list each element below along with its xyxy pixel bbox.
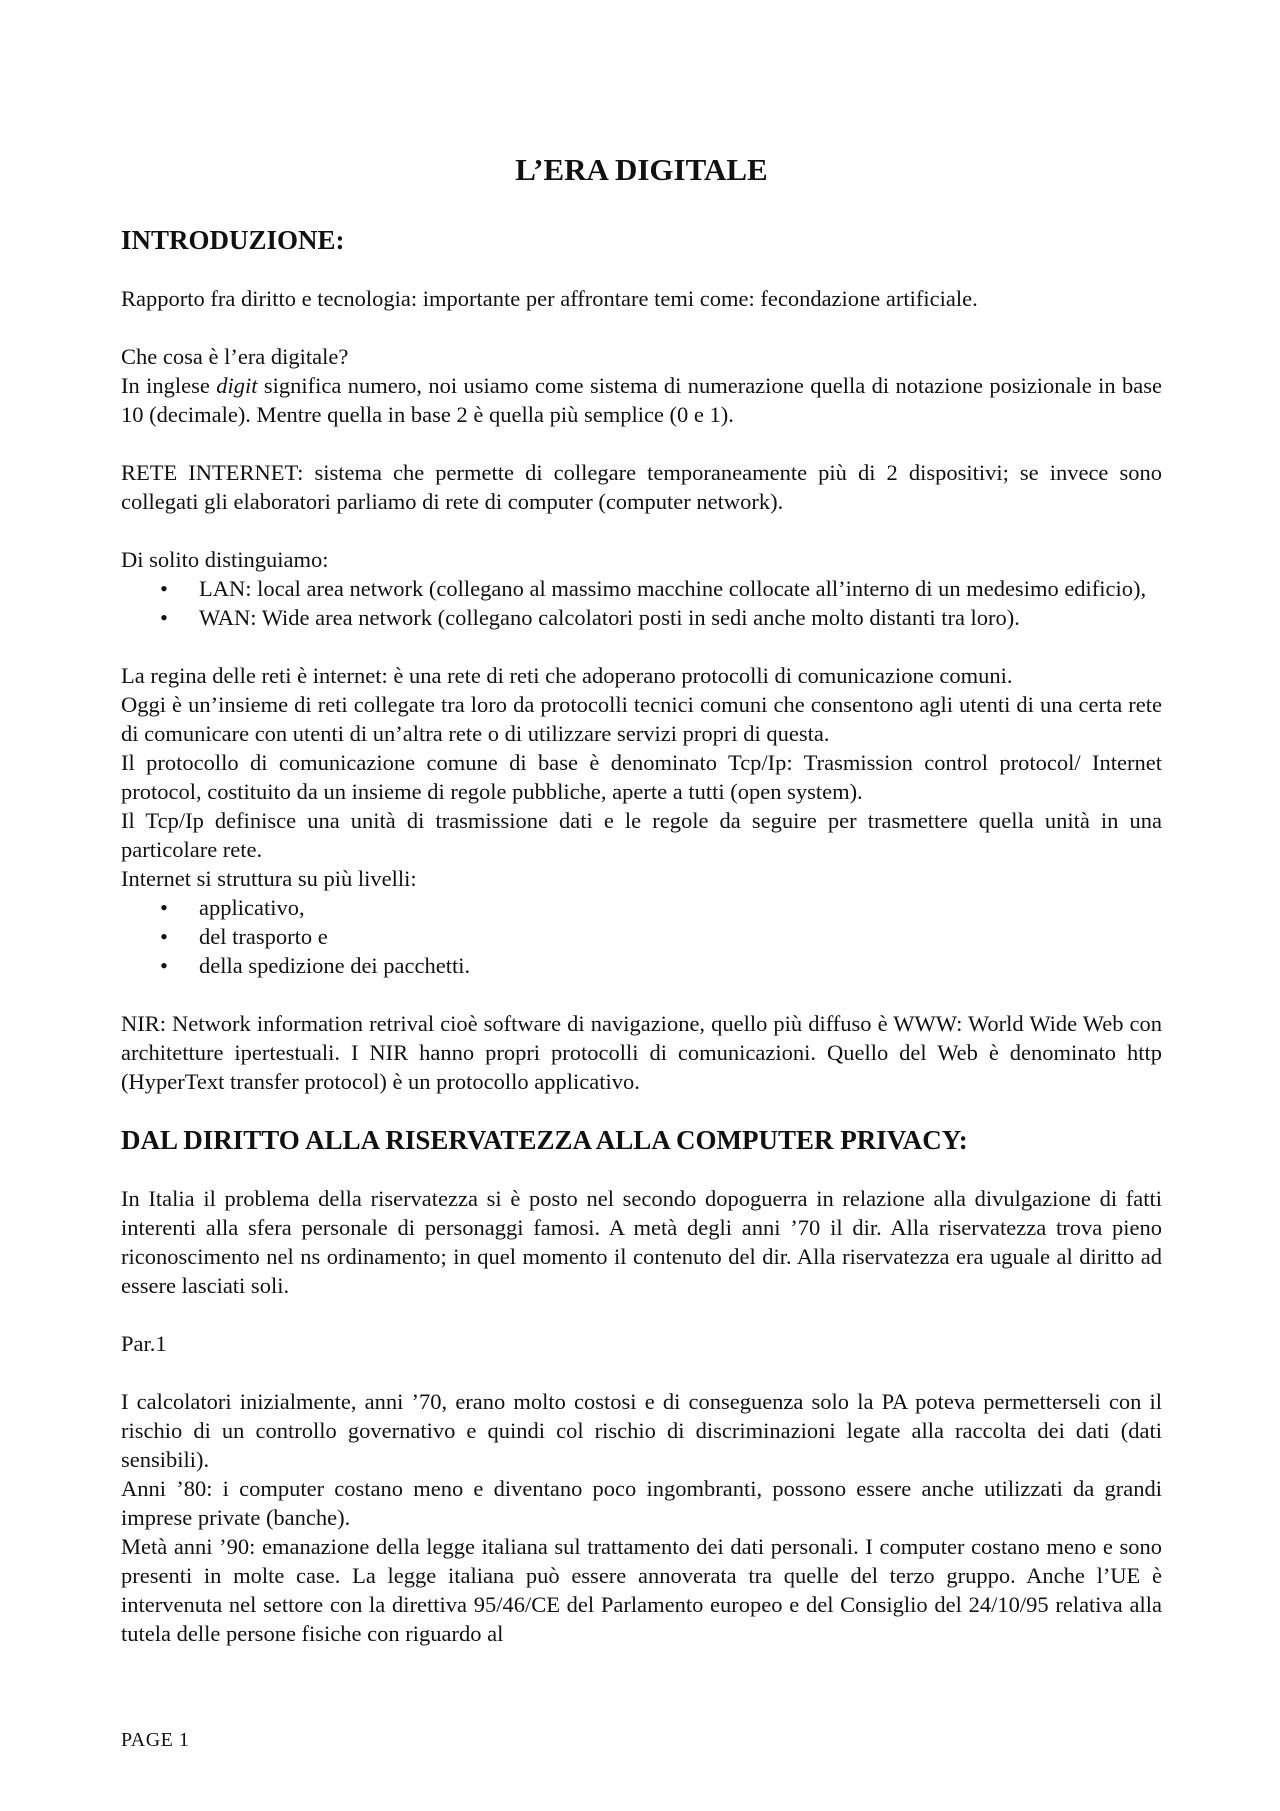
paragraph-distinguiamo: Di solito distinguiamo: [121, 547, 329, 572]
document-title: L’ERA DIGITALE [515, 152, 768, 187]
paragraph-label: Par.1 [121, 1331, 167, 1356]
digit-prefix: In inglese [121, 373, 217, 398]
text-line: Internet si struttura su più livelli: [121, 866, 417, 891]
digit-italic-term: digit [216, 373, 258, 398]
text-line: I calcolatori inizialmente, anni ’70, erano molto costosi e di conseguenza solo la PA poteva permetterseli con il rischio di un controllo governativo e quindi col rischio di discriminazioni legate alla raccolta dei dati (dati sensibili). [121, 1389, 1162, 1472]
list-item-text: LAN: local area network (collegano al massimo macchine collocate all’interno di un medesimo edificio), [199, 576, 1147, 601]
levels-list [121, 893, 1162, 980]
list-item-level [121, 922, 1162, 951]
paragraph-calcolatori-block [121, 1387, 1162, 1648]
text-line: Anni ’80: i computer costano meno e diventano poco ingombranti, possono essere anche utilizzati da grandi imprese private (banche). [121, 1476, 1162, 1530]
bullet-icon: • [160, 924, 168, 949]
list-item-text: del trasporto e [199, 924, 328, 949]
page-content [121, 150, 1162, 1648]
bullet-icon: • [160, 605, 168, 630]
paragraph-rete-internet: RETE INTERNET: sistema che permette di collegare temporaneamente più di 2 dispositivi; se invece sono collegati gli elaboratori parliamo di rete di computer (computer network). [121, 460, 1162, 514]
text-line: Oggi è un’insieme di reti collegate tra loro da protocolli tecnici comuni che consentono agli utenti di una certa rete di comunicare con utenti di un’altra rete o di utilizzare servizi propri di questa. [121, 692, 1162, 746]
paragraph-question: Che cosa è l’era digitale? [121, 344, 349, 369]
section-heading-privacy: DAL DIRITTO ALLA RISERVATEZZA ALLA COMPUTER PRIVACY: [121, 1125, 968, 1155]
text-line: Metà anni ’90: emanazione della legge italiana sul trattamento dei dati personali. I computer costano meno e sono presenti in molte case. La legge italiana può essere annoverata tra quelle del terzo gruppo. Anche l’UE è intervenuta nel settore con la direttiva 95/46/CE del Parlamento europeo e del Consiglio del 24/10/95 relativa alla tutela delle persone fisiche con riguardo al [121, 1534, 1162, 1646]
page-footer: PAGE 1 [121, 1729, 190, 1751]
text-line: Il Tcp/Ip definisce una unità di trasmissione dati e le regole da seguire per trasmettere quella unità in una particolare rete. [121, 808, 1162, 862]
list-item-level [121, 951, 1162, 980]
list-item-text: della spedizione dei pacchetti. [199, 953, 471, 978]
text-line: Il protocollo di comunicazione comune di base è denominato Tcp/Ip: Trasmission control protocol/ Internet protocol, costituito da un insieme di regole pubbliche, aperte a tutti (open system). [121, 750, 1162, 804]
network-types-list [121, 574, 1162, 632]
paragraph-internet-block [121, 661, 1162, 893]
section-heading-introduzione: INTRODUZIONE: [121, 225, 345, 255]
list-item-text: WAN: Wide area network (collegano calcolatori posti in sedi anche molto distanti tra loro). [199, 605, 1020, 630]
paragraph-intro: Rapporto fra diritto e tecnologia: importante per affrontare temi come: fecondazione artificiale. [121, 286, 978, 311]
paragraph-riservatezza: In Italia il problema della riservatezza si è posto nel secondo dopoguerra in relazione alla divulgazione di fatti interenti alla sfera personale di personaggi famosi. A metà degli anni ’70 il dir. Alla riservatezza trova pieno riconoscimento nel ns ordinamento; in quel momento il contenuto del dir. Alla riservatezza era uguale al diritto ad essere lasciati soli. [121, 1186, 1162, 1298]
list-item-text: applicativo, [199, 895, 305, 920]
paragraph-nir: NIR: Network information retrival cioè software di navigazione, quello più diffuso è WWW: World Wide Web con architetture ipertestuali. I NIR hanno propri protocolli di comunicazioni. Quello del Web è denominato http (HyperText transfer protocol) è un protocollo applicativo. [121, 1011, 1162, 1094]
bullet-icon: • [160, 576, 168, 601]
bullet-icon: • [160, 953, 168, 978]
bullet-icon: • [160, 895, 168, 920]
digit-rest: significa numero, noi usiamo come sistema di numerazione quella di notazione posizionale in base 10 (decimale). Mentre quella in base 2 è quella più semplice (0 e 1). [121, 373, 1162, 427]
text-line: La regina delle reti è internet: è una rete di reti che adoperano protocolli di comunicazione comuni. [121, 663, 1013, 688]
list-item-wan [121, 603, 1162, 632]
paragraph-digit [121, 371, 1162, 429]
list-item-lan [121, 574, 1162, 603]
list-item-level [121, 893, 1162, 922]
